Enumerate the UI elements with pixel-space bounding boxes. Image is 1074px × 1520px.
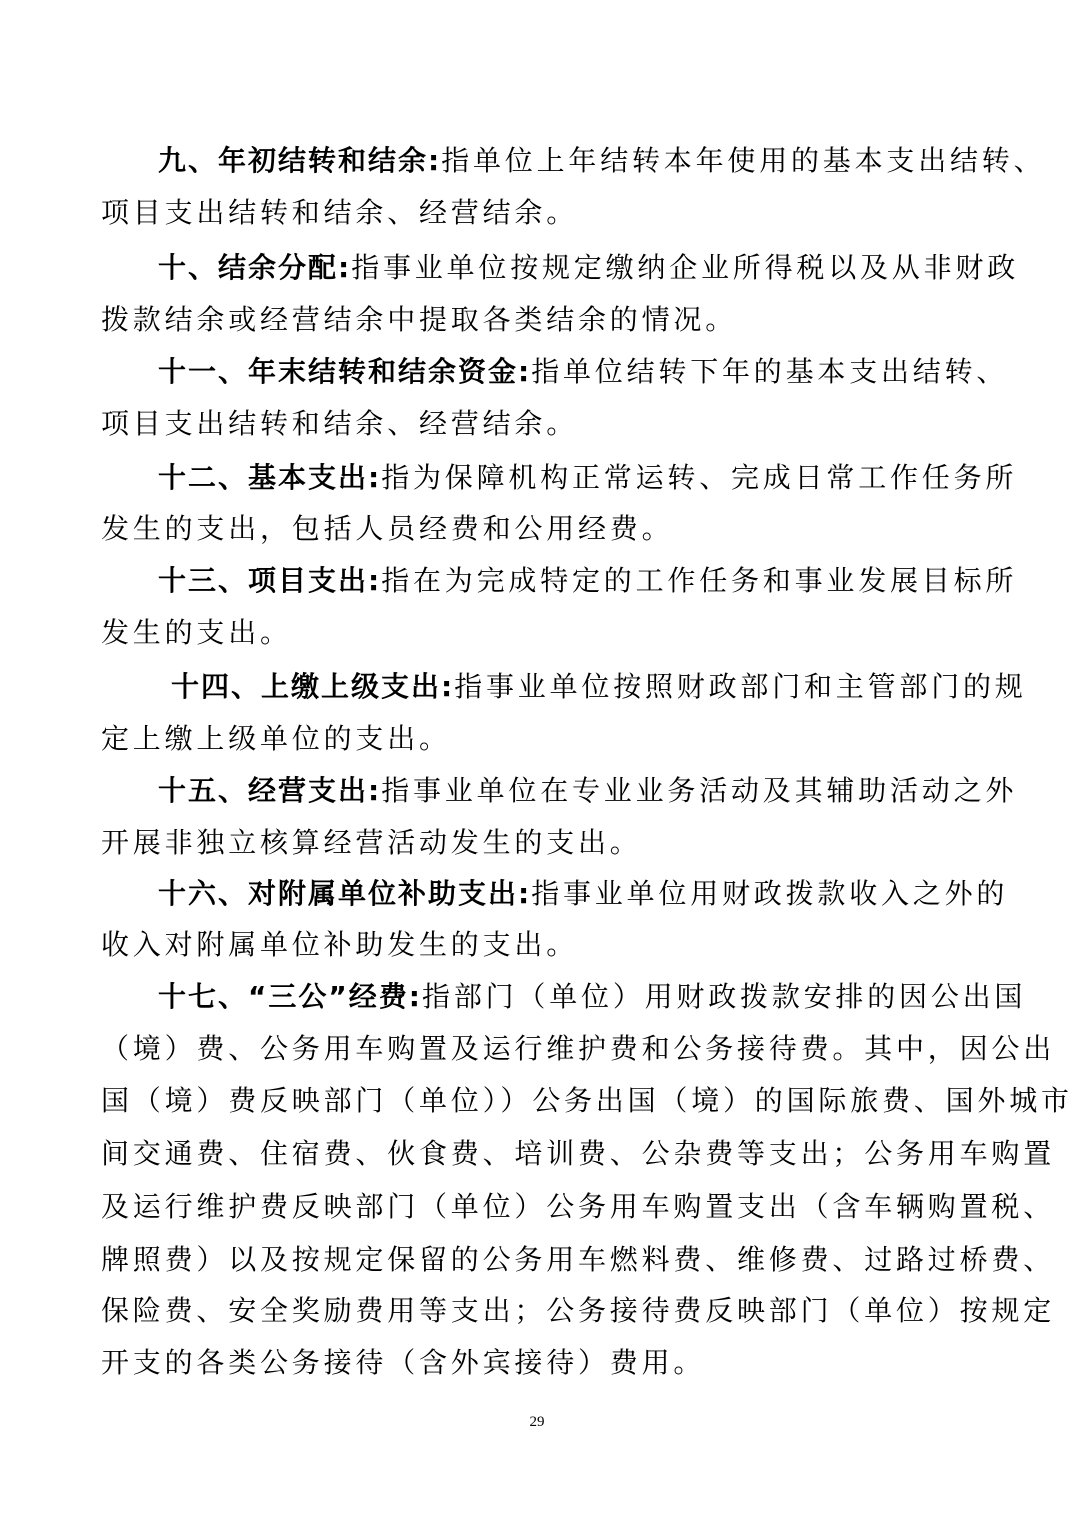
entry-15-term: 十五、经营支出: bbox=[158, 774, 382, 807]
entry-17-first-line bbox=[158, 971, 1027, 1023]
entry-13-definition: 指在为完成特定的工作任务和事业发展目标所 bbox=[381, 564, 1018, 597]
entry-11-definition: 指单位结转下年的基本支出结转、 bbox=[531, 355, 1009, 388]
entry-12-first-line bbox=[158, 452, 1018, 504]
entry-15-continuation: 开展非独立核算经营活动发生的支出。 bbox=[101, 826, 642, 859]
entry-9-definition: 指单位上年结转本年使用的基本支出结转、 bbox=[441, 144, 1046, 177]
entry-9-term: 九、年初结转和结余: bbox=[158, 144, 442, 177]
entry-17-continuation-3: 间交通费、住宿费、伙食费、培训费、公杂费等支出；公务用车购置 bbox=[101, 1137, 1056, 1170]
entry-9-first-line bbox=[158, 135, 1046, 187]
entry-17-continuation-1: （境）费、公务用车购置及运行维护费和公务接待费。其中，因公出 bbox=[101, 1032, 1056, 1065]
entry-9-continuation: 项目支出结转和结余、经营结余。 bbox=[101, 196, 579, 229]
entry-17-continuation-7: 开支的各类公务接待（含外宾接待）费用。 bbox=[101, 1346, 706, 1379]
entry-16-continuation: 收入对附属单位补助发生的支出。 bbox=[101, 928, 579, 961]
entry-12-definition: 指为保障机构正常运转、完成日常工作任务所 bbox=[381, 461, 1018, 494]
entry-16-first-line bbox=[158, 868, 1009, 920]
entry-10-definition: 指事业单位按规定缴纳企业所得税以及从非财政 bbox=[351, 251, 1020, 284]
entry-14-term: 十四、上缴上级支出: bbox=[171, 670, 455, 703]
entry-13-continuation: 发生的支出。 bbox=[101, 616, 292, 649]
entry-12-term: 十二、基本支出: bbox=[158, 461, 382, 494]
entry-17-continuation-6: 保险费、安全奖励费用等支出；公务接待费反映部门（单位）按规定 bbox=[101, 1294, 1056, 1327]
entry-17-definition: 指部门（单位）用财政拨款安排的因公出国 bbox=[422, 980, 1027, 1013]
entry-17-continuation-4: 及运行维护费反映部门（单位）公务用车购置支出（含车辆购置税、 bbox=[101, 1190, 1056, 1223]
entry-10-term: 十、结余分配: bbox=[158, 251, 352, 284]
entry-14-definition: 指事业单位按照财政部门和主管部门的规 bbox=[454, 670, 1027, 703]
entry-10-continuation: 拨款结余或经营结余中提取各类结余的情况。 bbox=[101, 303, 738, 336]
entry-13-term: 十三、项目支出: bbox=[158, 564, 382, 597]
entry-17-continuation-5: 牌照费）以及按规定保留的公务用车燃料费、维修费、过路过桥费、 bbox=[101, 1243, 1056, 1276]
entry-17-continuation-2: 国（境）费反映部门（单位））公务出国（境）的国际旅费、国外城市 bbox=[101, 1084, 1073, 1117]
entry-17-term: 十七、“三公”经费: bbox=[158, 980, 423, 1013]
entry-14-first-line bbox=[171, 661, 1027, 713]
entry-12-continuation: 发生的支出，包括人员经费和公用经费。 bbox=[101, 512, 674, 545]
entry-11-continuation: 项目支出结转和结余、经营结余。 bbox=[101, 407, 579, 440]
entry-16-term: 十六、对附属单位补助支出: bbox=[158, 877, 532, 910]
entry-13-first-line bbox=[158, 555, 1018, 607]
entry-10-first-line bbox=[158, 242, 1020, 294]
entry-15-first-line bbox=[158, 765, 1018, 817]
entry-16-definition: 指事业单位用财政拨款收入之外的 bbox=[531, 877, 1009, 910]
entry-15-definition: 指事业单位在专业业务活动及其辅助活动之外 bbox=[381, 774, 1018, 807]
entry-11-term: 十一、年末结转和结余资金: bbox=[158, 355, 532, 388]
entry-11-first-line bbox=[158, 346, 1009, 398]
entry-14-continuation: 定上缴上级单位的支出。 bbox=[101, 722, 451, 755]
page-number: 29 bbox=[529, 1414, 545, 1430]
